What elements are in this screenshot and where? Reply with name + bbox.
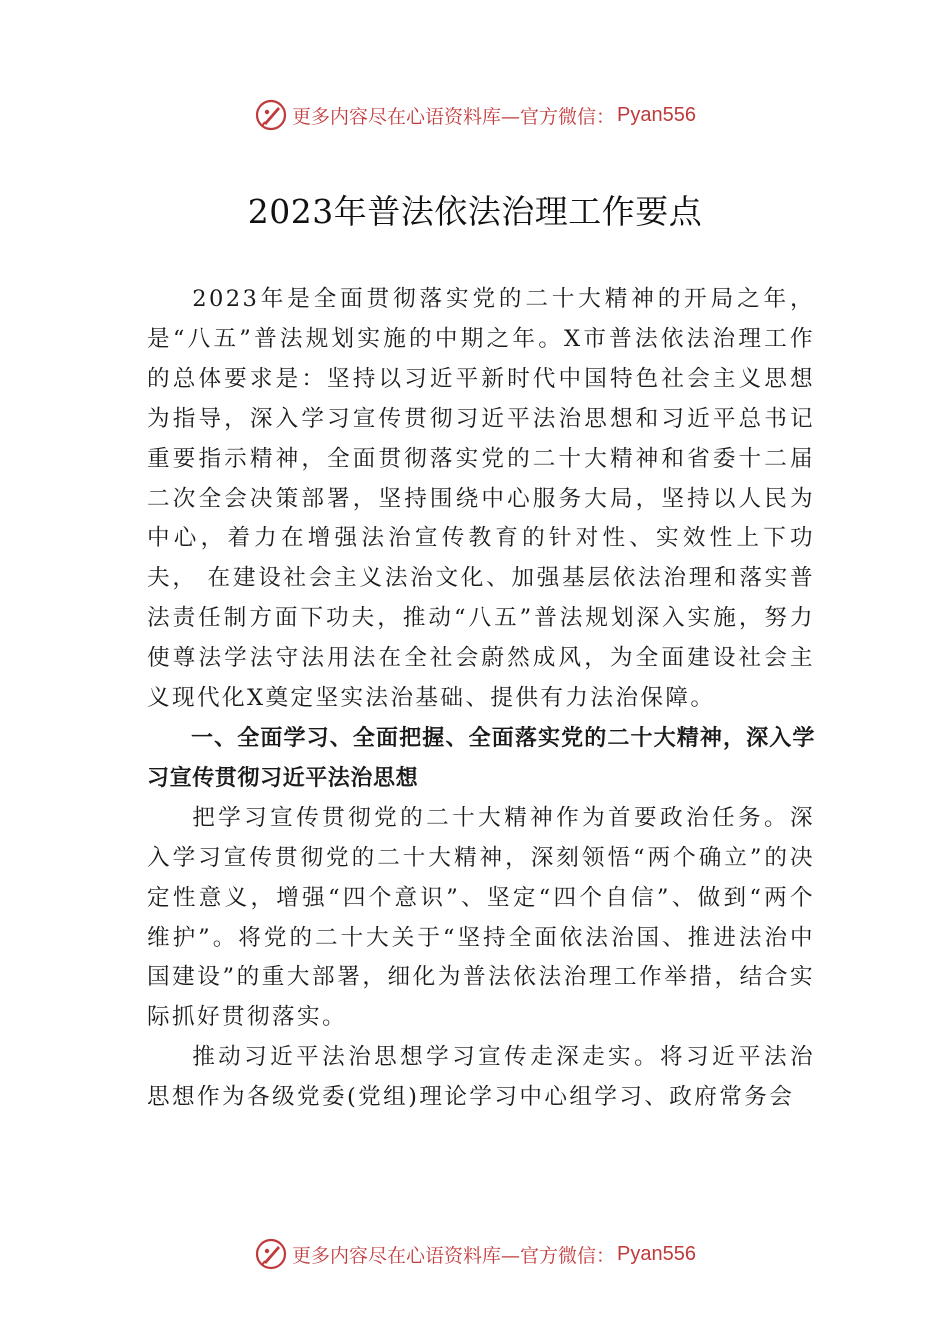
section-heading-1: 一、全面学习、全面把握、全面落实党的二十大精神，深入学习宣传贯彻习近平法治思想: [147, 725, 815, 791]
document-title: 2023年普法依法治理工作要点: [247, 192, 703, 231]
document-body: [147, 280, 815, 1118]
watermark-banner-top: [0, 95, 950, 135]
watermark-wechat-id: Pyan556: [617, 103, 696, 126]
watermark-wechat-id: Pyan556: [617, 1242, 696, 1265]
paragraph-intro: 2023年是全面贯彻落实党的二十大精神的开局之年，是“八五”普法规划实施的中期之年。X市普法依法治理工作的总体要求是：坚持以习近平新时代中国特色社会主义思想为指导，深入学习宣传贯彻习近平法治思想和习近平总书记重要指示精神，全面贯彻落实党的二十大精神和省委十二届二次全会决策部署，坚持围绕中心服务大局，坚持以人民为中心，着力在增强法治宣传教育的针对性、实效性上下功夫， 在建设社会主义法治文化、加强基层依法治理和落实普法责任制方面下功夫，推动“八五”普法规划深入实施，努力使尊法学法守法用法在全社会蔚然成风，为全面建设社会主义现代化X奠定坚实法治基础、提供有力法治保障。: [147, 286, 815, 712]
paragraph-1: 把学习宣传贯彻党的二十大精神作为首要政治任务。深入学习宣传贯彻党的二十大精神，深刻领悟“两个确立”的决定性意义，增强“四个意识”、坚定“四个自信”、做到“两个维护”。将党的二十大关于“坚持全面依法治国、推进法治中国建设”的重大部署，细化为普法依法治理工作举措，结合实际抓好贯彻落实。: [147, 804, 815, 1031]
paragraph-2: 推动习近平法治思想学习宣传走深走实。将习近平法治思想作为各级党委(党组)理论学习中心组学习、政府常务会: [147, 1044, 815, 1111]
quill-seal-icon: [254, 98, 288, 132]
watermark-text: 更多内容尽在心语资料库—官方微信：: [292, 105, 616, 128]
watermark-banner-bottom: [0, 1234, 950, 1274]
quill-seal-icon: [254, 1237, 288, 1271]
watermark-text: 更多内容尽在心语资料库—官方微信：: [292, 1244, 616, 1267]
